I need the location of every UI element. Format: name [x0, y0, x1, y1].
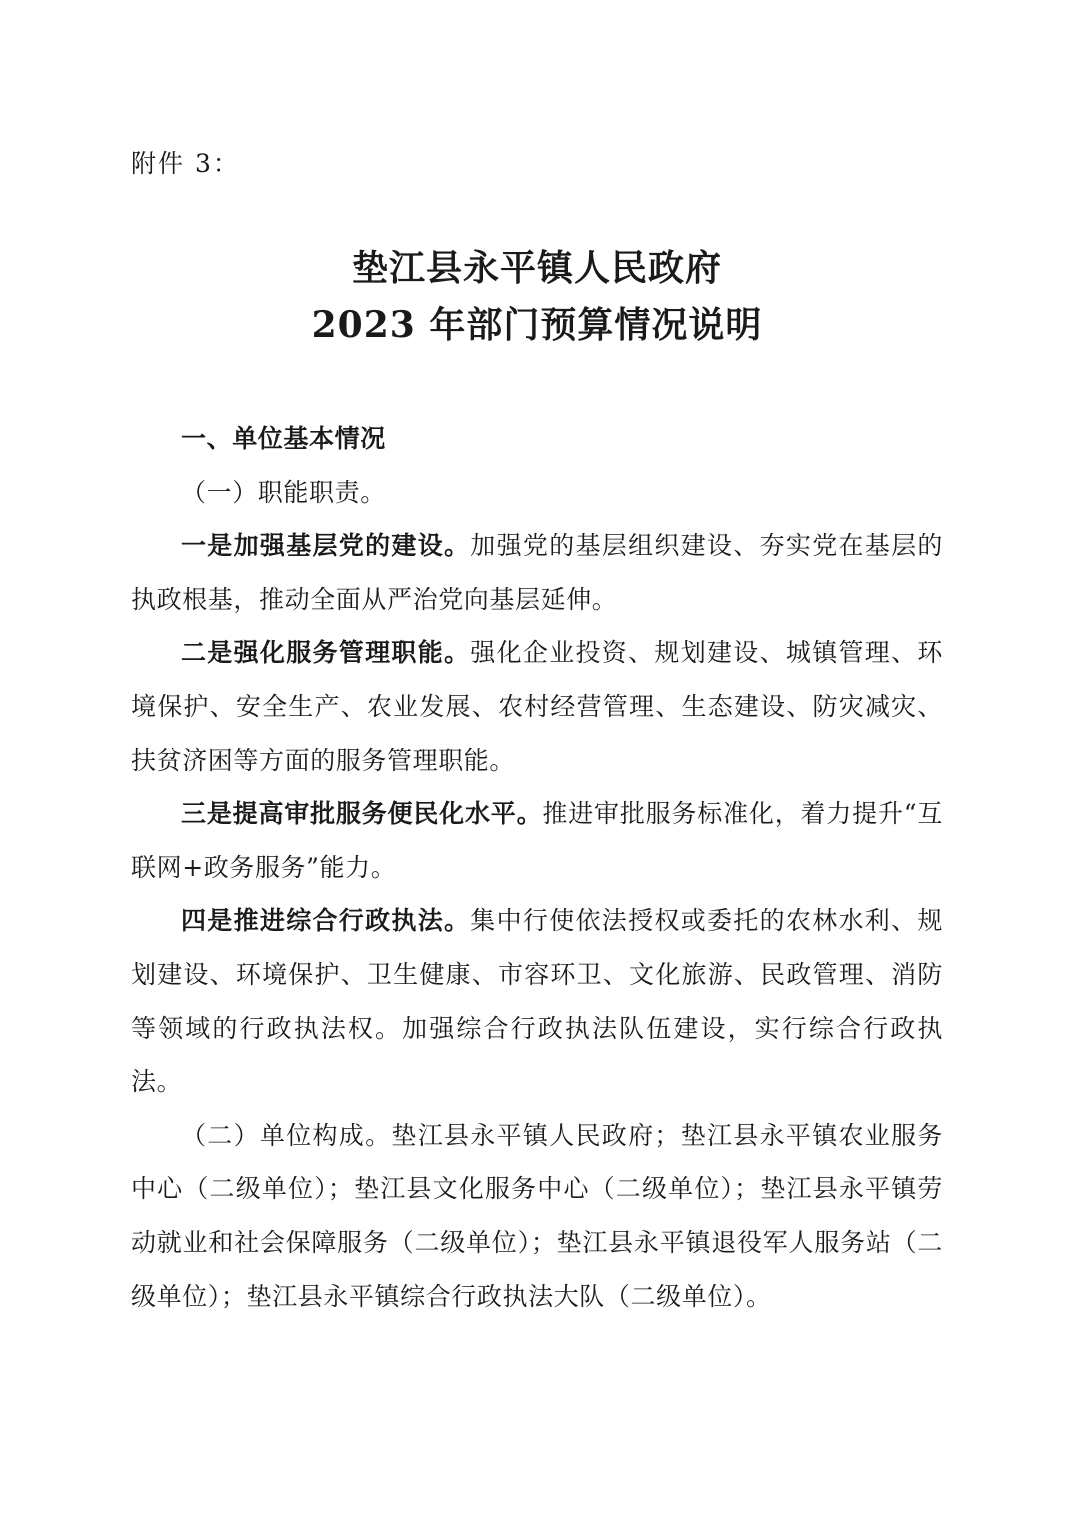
- paragraph-duty-4: [131, 894, 943, 1108]
- document-body: [131, 412, 943, 1323]
- unit-composition-lead: （二）单位构成。: [181, 1120, 392, 1150]
- paragraph-duty-1: [131, 519, 943, 626]
- duty-3-lead: 三是提高审批服务便民化水平。: [181, 799, 543, 829]
- paragraph-duty-3: [131, 787, 943, 894]
- duty-2-lead: 二是强化服务管理职能。: [181, 638, 471, 668]
- subsection-heading-duties: （一）职能职责。: [181, 477, 386, 507]
- unit-composition-body: 垫江县永平镇人民政府；垫江县永平镇农业服务中心（二级单位）；垫江县文化服务中心（二级单位）；垫江县永平镇劳动就业和社会保障服务（二级单位）；垫江县永平镇退役军人服务站（二级单位）；垫江县永平镇综合行政执法大队（二级单位）。: [131, 1120, 943, 1311]
- attachment-label: 附件 3：: [131, 149, 240, 178]
- paragraph-duty-2: [131, 626, 943, 787]
- duty-4-lead: 四是推进综合行政执法。: [181, 906, 471, 936]
- duty-2-body: 强化企业投资、规划建设、城镇管理、环境保护、安全生产、农业发展、农村经营管理、生态建设、防灾减灾、扶贫济困等方面的服务管理职能。: [131, 638, 943, 775]
- duty-1-body: 加强党的基层组织建设、夯实党在基层的执政根基，推动全面从严治党向基层延伸。: [131, 531, 943, 614]
- duty-4-body: 集中行使依法授权或委托的农林水利、规划建设、环境保护、卫生健康、市容环卫、文化旅游、民政管理、消防等领域的行政执法权。加强综合行政执法队伍建设，实行综合行政执法。: [131, 906, 943, 1097]
- document-title-line2: 2023 年部门预算情况说明: [311, 304, 763, 346]
- document-title-line1: 垫江县永平镇人民政府: [351, 247, 722, 289]
- duty-1-lead: 一是加强基层党的建设。: [181, 531, 471, 561]
- paragraph-unit-composition: [131, 1109, 943, 1323]
- section-heading-basic-info: 一、单位基本情况: [181, 424, 386, 453]
- duty-3-body: 推进审批服务标准化，着力提升“互联网+政务服务”能力。: [131, 799, 943, 882]
